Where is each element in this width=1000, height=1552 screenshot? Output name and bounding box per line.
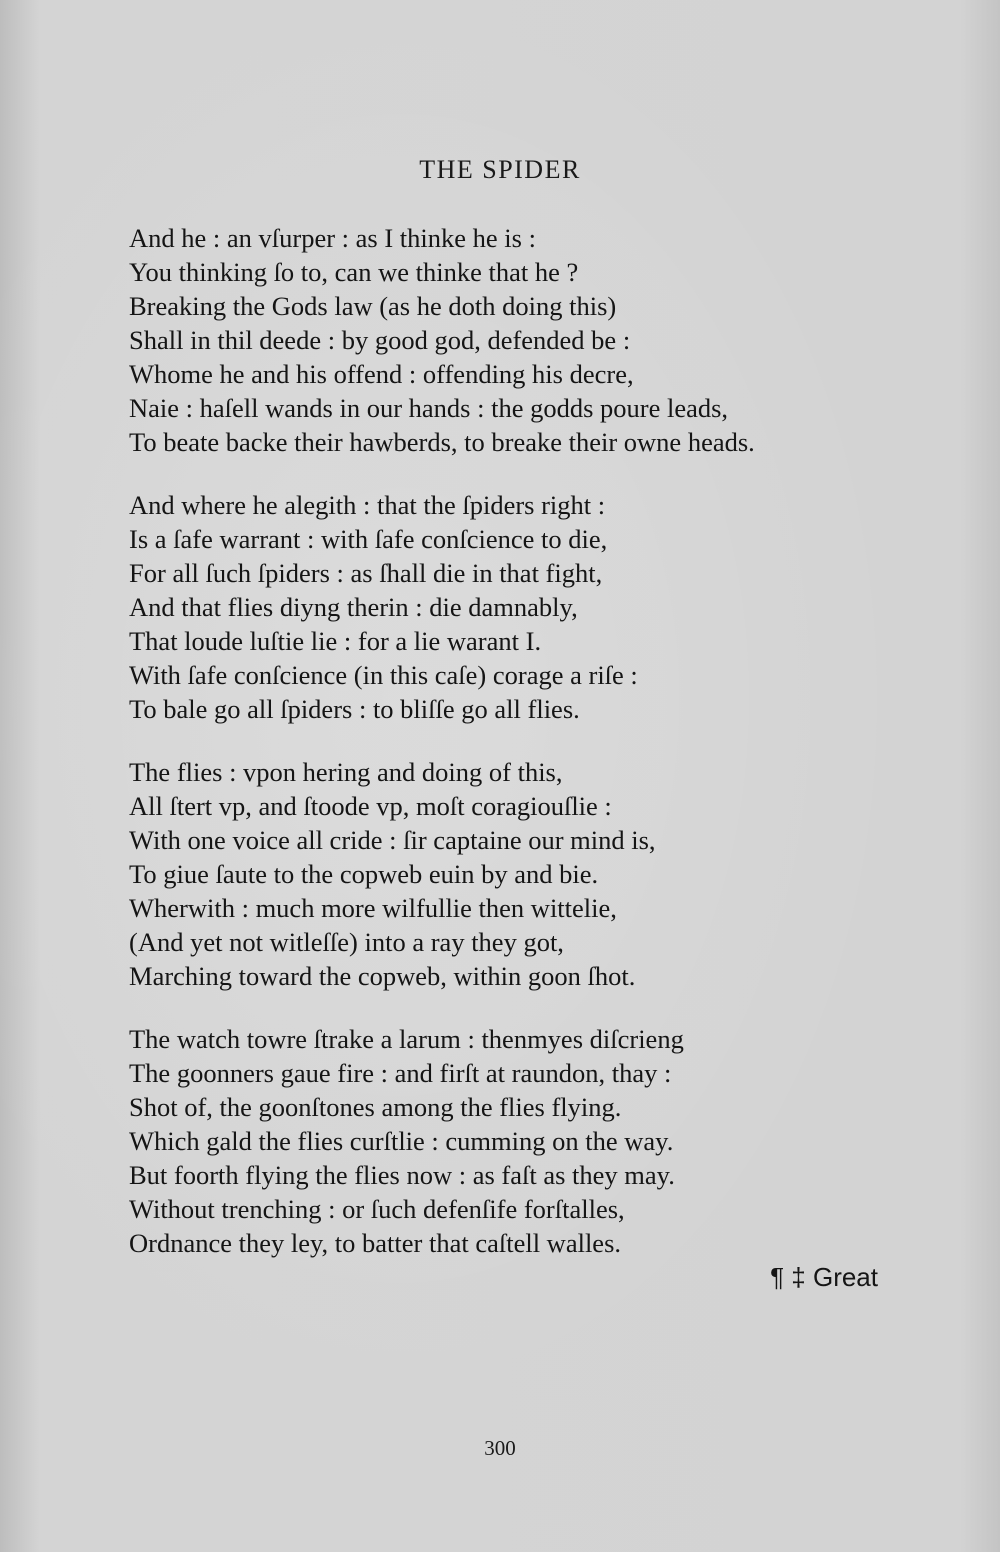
poem-line: And where he alegith : that the ſpiders right :: [129, 490, 606, 520]
stanza-4: [129, 1022, 899, 1260]
poem-line: With one voice all cride : ſir captaine our mind is,: [129, 825, 656, 855]
poem-line: The flies : vpon hering and doing of this,: [129, 757, 563, 787]
poem-line: The goonners gaue fire : and firſt at raundon, thay :: [129, 1058, 672, 1088]
poem-line: (And yet not witleſſe) into a ray they got,: [129, 927, 564, 957]
poem-line: You thinking ſo to, can we thinke that he ?: [129, 257, 579, 287]
poem-line: To beate backe their hawberds, to breake their owne heads.: [129, 427, 755, 457]
stanza-3: [129, 755, 899, 993]
poem-line: Ordnance they ley, to batter that caſtell walles.: [129, 1228, 622, 1258]
poem-line: And he : an vſurper : as I thinke he is :: [129, 223, 536, 253]
poem-line: For all ſuch ſpiders : as ſhall die in that fight,: [129, 558, 603, 588]
poem-line: But foorth flying the flies now : as faſt as they may.: [129, 1160, 675, 1190]
poem-line: Is a ſafe warrant : with ſafe conſcience to die,: [129, 524, 608, 554]
poem-line: Wherwith : much more wilfullie then wittelie,: [129, 893, 617, 923]
poem-line: Breaking the Gods law (as he doth doing this): [129, 291, 617, 321]
poem-line: With ſafe conſcience (in this caſe) corage a riſe :: [129, 660, 638, 690]
poem-line: To giue ſaute to the copweb euin by and bie.: [129, 859, 599, 889]
poem-body: [129, 221, 899, 1289]
catchword: ¶ ‡ Great: [770, 1262, 878, 1292]
poem-line: All ſtert vp, and ſtoode vp, moſt coragiouſlie :: [129, 791, 612, 821]
stanza-2: [129, 488, 899, 726]
page-title: THE SPIDER: [419, 155, 581, 184]
poem-line: Without trenching : or ſuch defenſife forſtalles,: [129, 1194, 625, 1224]
poem-line: Naie : haſell wands in our hands : the godds poure leads,: [129, 393, 729, 423]
poem-line: Shall in thil deede : by good god, defended be :: [129, 325, 631, 355]
poem-line: The watch towre ſtrake a larum : thenmyes diſcrieng: [129, 1024, 684, 1054]
page-number: 300: [484, 1436, 516, 1460]
stanza-1: [129, 221, 899, 459]
poem-line: That loude luſtie lie : for a lie warant I.: [129, 626, 542, 656]
poem-line: Shot of, the goonſtones among the flies flying.: [129, 1092, 622, 1122]
poem-line: Whome he and his offend : offending his decre,: [129, 359, 634, 389]
poem-line: Which gald the flies curſtlie : cumming on the way.: [129, 1126, 674, 1156]
poem-line: And that flies diyng therin : die damnably,: [129, 592, 578, 622]
poem-line: Marching toward the copweb, within goon ſhot.: [129, 961, 636, 991]
poem-line: To bale go all ſpiders : to bliſſe go all flies.: [129, 694, 580, 724]
